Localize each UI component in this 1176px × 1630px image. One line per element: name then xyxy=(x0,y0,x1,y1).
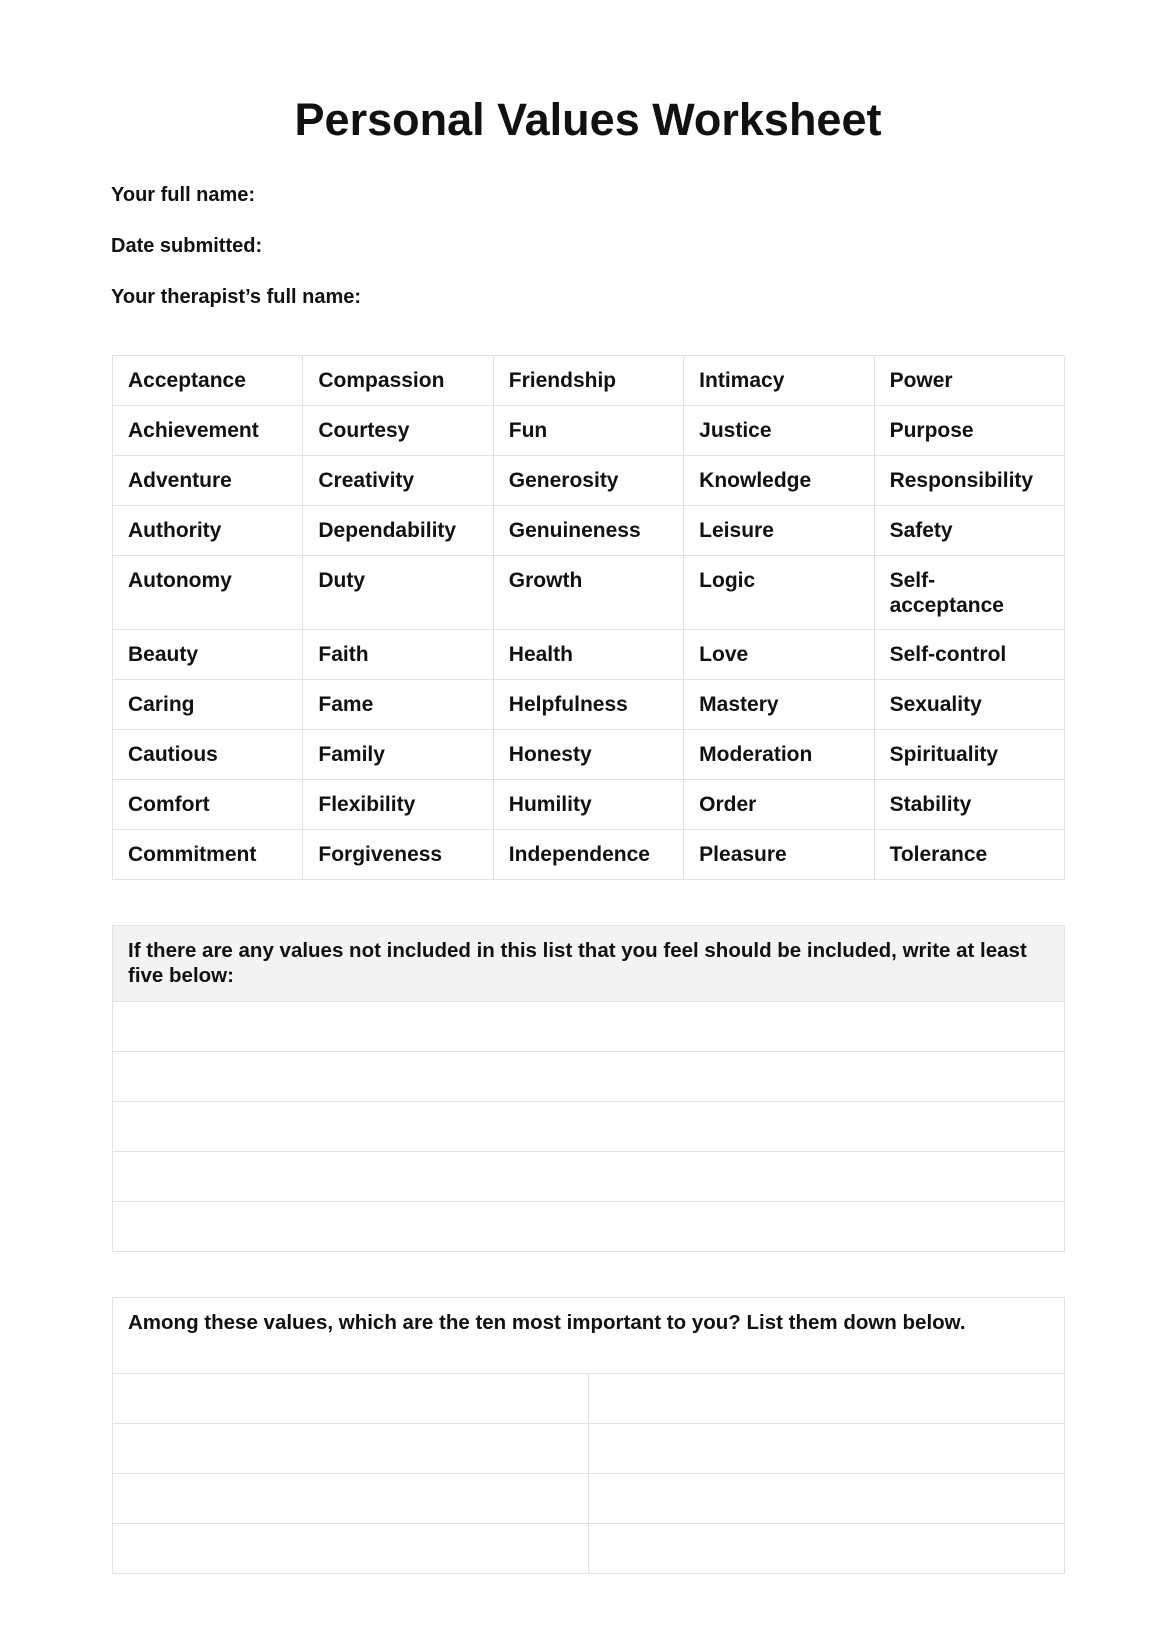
value-cell: Authority xyxy=(113,506,303,556)
values-grid xyxy=(112,355,1065,880)
top-value-input[interactable] xyxy=(589,1424,1065,1474)
value-cell: Pleasure xyxy=(684,830,874,880)
value-cell: Order xyxy=(684,780,874,830)
top-value-input[interactable] xyxy=(113,1524,589,1574)
value-cell: Safety xyxy=(874,506,1064,556)
full-name-label: Your full name: xyxy=(111,184,256,206)
value-cell: Knowledge xyxy=(684,456,874,506)
value-cell: Tolerance xyxy=(874,830,1064,880)
values-row xyxy=(113,730,1065,780)
top-value-input[interactable] xyxy=(113,1424,589,1474)
value-cell: Beauty xyxy=(113,630,303,680)
additional-value-input[interactable] xyxy=(113,1152,1065,1202)
value-cell: Fun xyxy=(493,406,683,456)
value-cell: Leisure xyxy=(684,506,874,556)
value-cell: Compassion xyxy=(303,356,493,406)
value-cell: Family xyxy=(303,730,493,780)
additional-value-input[interactable] xyxy=(113,1002,1065,1052)
top-value-input[interactable] xyxy=(589,1374,1065,1424)
value-cell: Autonomy xyxy=(113,556,303,630)
value-cell: Acceptance xyxy=(113,356,303,406)
value-cell: Duty xyxy=(303,556,493,630)
value-cell: Genuineness xyxy=(493,506,683,556)
value-cell: Responsibility xyxy=(874,456,1064,506)
value-cell: Love xyxy=(684,630,874,680)
value-cell: Caring xyxy=(113,680,303,730)
value-cell: Commitment xyxy=(113,830,303,880)
values-row xyxy=(113,830,1065,880)
value-cell: Spirituality xyxy=(874,730,1064,780)
value-cell: Comfort xyxy=(113,780,303,830)
value-cell: Adventure xyxy=(113,456,303,506)
additional-value-input[interactable] xyxy=(113,1102,1065,1152)
value-cell: Growth xyxy=(493,556,683,630)
value-cell: Courtesy xyxy=(303,406,493,456)
therapist-name-label: Your therapist’s full name: xyxy=(111,286,362,308)
value-cell: Honesty xyxy=(493,730,683,780)
value-cell: Humility xyxy=(493,780,683,830)
top-value-input[interactable] xyxy=(589,1474,1065,1524)
value-cell: Fame xyxy=(303,680,493,730)
additional-value-input[interactable] xyxy=(113,1052,1065,1102)
top-ten-values-table xyxy=(112,1297,1065,1574)
value-cell: Generosity xyxy=(493,456,683,506)
top-value-input[interactable] xyxy=(589,1524,1065,1574)
values-row xyxy=(113,506,1065,556)
value-cell: Self- acceptance xyxy=(874,556,1064,630)
value-cell: Stability xyxy=(874,780,1064,830)
values-row xyxy=(113,680,1065,730)
value-cell: Intimacy xyxy=(684,356,874,406)
value-cell: Dependability xyxy=(303,506,493,556)
page-title: Personal Values Worksheet xyxy=(294,94,882,145)
values-row xyxy=(113,556,1065,630)
additional-values-table xyxy=(112,925,1065,1252)
value-cell: Purpose xyxy=(874,406,1064,456)
values-row xyxy=(113,356,1065,406)
value-cell: Sexuality xyxy=(874,680,1064,730)
date-submitted-label: Date submitted: xyxy=(111,235,263,257)
value-cell: Friendship xyxy=(493,356,683,406)
value-cell: Independence xyxy=(493,830,683,880)
additional-value-input[interactable] xyxy=(113,1202,1065,1252)
values-row xyxy=(113,630,1065,680)
value-cell: Logic xyxy=(684,556,874,630)
values-row xyxy=(113,780,1065,830)
value-cell: Flexibility xyxy=(303,780,493,830)
value-cell: Helpfulness xyxy=(493,680,683,730)
value-cell: Creativity xyxy=(303,456,493,506)
value-cell: Self-control xyxy=(874,630,1064,680)
value-cell: Mastery xyxy=(684,680,874,730)
value-cell: Achievement xyxy=(113,406,303,456)
values-row xyxy=(113,456,1065,506)
top-ten-prompt: Among these values, which are the ten most important to you? List them down below. xyxy=(113,1298,1065,1374)
value-cell: Forgiveness xyxy=(303,830,493,880)
value-cell: Faith xyxy=(303,630,493,680)
top-value-input[interactable] xyxy=(113,1374,589,1424)
value-cell: Justice xyxy=(684,406,874,456)
value-cell: Power xyxy=(874,356,1064,406)
value-cell: Moderation xyxy=(684,730,874,780)
values-row xyxy=(113,406,1065,456)
top-value-input[interactable] xyxy=(113,1474,589,1524)
value-cell: Cautious xyxy=(113,730,303,780)
additional-values-prompt: If there are any values not included in this list that you feel should be included, write at least five below: xyxy=(113,926,1065,1002)
value-cell: Health xyxy=(493,630,683,680)
